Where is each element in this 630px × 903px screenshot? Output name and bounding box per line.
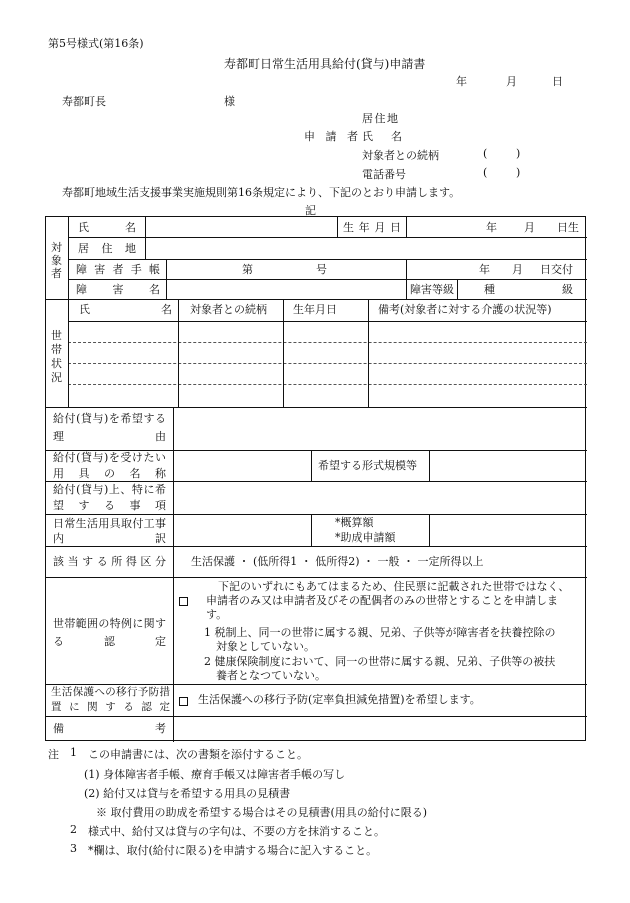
checkbox-icon[interactable] <box>179 697 188 706</box>
date-month: 月 <box>506 75 517 88</box>
note-1-1: (1) 身体障害者手帳、療育手帳又は障害者手帳の写し <box>84 768 346 781</box>
application-table <box>45 216 586 741</box>
target-address-label: 居住地 <box>78 242 136 255</box>
income-options: 生活保護 ・ (低所得1 ・ 低所得2) ・ 一般 ・ 一定所得以上 <box>191 555 484 568</box>
page-title: 寿都町日常生活用具給付(貸与)申請書 <box>224 57 426 71</box>
wish-label: 給付(貸与)上、特に希望する事項 <box>53 483 166 512</box>
issue-day: 日交付 <box>540 263 573 276</box>
addressee: 寿都町長 <box>62 95 106 108</box>
date-day: 日 <box>552 75 563 88</box>
date-year: 年 <box>456 75 467 88</box>
note-label: 注 <box>48 748 59 761</box>
issue-year: 年 <box>479 263 490 276</box>
applicant-address-label: 居住地 <box>362 112 398 125</box>
transition-checkbox[interactable] <box>179 695 193 709</box>
intro-text: 寿都町地域生活支援事業実施規則第16条規定により、下記のとおり申請します。 <box>62 186 461 199</box>
applicant-name-label: 氏名 <box>362 130 402 143</box>
special-item-2a: 2 健康保険制度において、同一の世帯に属する親、兄弟、子供等の被扶 <box>204 655 556 668</box>
transition-text: 生活保護への移行予防(定率負担減免措置)を希望します。 <box>198 693 481 706</box>
reason-label: 給付(貸与)を希望する理由 <box>53 412 166 443</box>
household-col-remarks: 備考(対象者に対する介護の状況等) <box>378 303 552 316</box>
applicant-label: 申請者 <box>304 130 358 143</box>
special-text-2: 申請者のみ又は申請者及びその配偶者のみの世帯とすることを申請しま <box>206 594 558 607</box>
estimate-label: *概算額 <box>335 516 374 529</box>
grade-unit: 種 <box>484 283 495 296</box>
applicant-relation-label: 対象者との続柄 <box>362 149 439 162</box>
spec-label: 希望する形式規模等 <box>318 459 417 472</box>
special-item-2b: 養者となつていない。 <box>216 669 326 682</box>
household-col-name-1: 氏 <box>79 303 90 316</box>
special-text-3: す。 <box>206 608 228 621</box>
birth-month: 月 <box>524 221 535 234</box>
special-checkbox[interactable] <box>179 595 193 609</box>
note-2: 様式中、給付又は貸与の字句は、不要の方を抹消すること。 <box>88 825 385 838</box>
breakdown-label: 日常生活用具取付工事内訳 <box>53 517 166 545</box>
remarks-label: 備考 <box>53 722 166 735</box>
birth-day: 日生 <box>557 221 579 234</box>
household-col-birth: 生年月日 <box>293 303 337 316</box>
handbook-dai: 第 <box>242 263 253 276</box>
birth-year: 年 <box>486 221 497 234</box>
note-1: この申請書には、次の書類を添付すること。 <box>88 748 308 761</box>
addressee-honorific: 様 <box>224 95 235 108</box>
phone-paren-open: ( <box>483 166 488 179</box>
note-3: *欄は、取付(給付に限る)を申請する場合に記入すること。 <box>88 844 378 857</box>
handbook-go: 号 <box>316 263 327 276</box>
target-birth-label: 生年月日 <box>343 221 401 234</box>
target-name-label: 氏名 <box>78 221 136 234</box>
household-side-label: 世帯状況 <box>51 329 62 384</box>
checkbox-icon[interactable] <box>179 597 188 606</box>
household-col-relation: 対象者との続柄 <box>190 303 267 316</box>
handbook-label: 障害者手帳 <box>76 263 160 276</box>
note-1-3: ※ 取付費用の助成を希望する場合はその見積書(用具の給付に限る) <box>96 806 428 819</box>
subsidy-label: *助成申請額 <box>335 531 396 544</box>
ki-label: 記 <box>305 204 316 217</box>
transition-label: 生活保護への移行予防措置に関する認定 <box>51 686 170 713</box>
note-1-num: 1 <box>70 746 77 759</box>
relation-paren-open: ( <box>483 147 488 160</box>
note-2-num: 2 <box>70 823 77 836</box>
relation-paren-close: ) <box>516 147 521 160</box>
income-label: 該当する所得区分 <box>53 555 166 568</box>
grade-level: 級 <box>562 283 573 296</box>
note-1-2: (2) 給付又は貸与を希望する用具の見積書 <box>84 787 291 800</box>
note-3-num: 3 <box>70 842 77 855</box>
special-item-1b: 対象としていない。 <box>216 640 315 653</box>
special-item-1a: 1 税制上、同一の世帯に属する親、兄弟、子供等が障害者を扶養控除の <box>204 626 556 639</box>
disability-label: 障害名 <box>76 283 160 296</box>
grade-label: 障害等級 <box>410 283 454 296</box>
applicant-phone-label: 電話番号 <box>362 168 406 181</box>
household-col-name-2: 名 <box>161 303 172 316</box>
form-number: 第5号様式(第16条) <box>48 37 144 50</box>
phone-paren-close: ) <box>516 166 521 179</box>
target-side-label: 対象者 <box>51 241 62 280</box>
item-name-label: 給付(貸与)を受けたい用具の名称 <box>53 451 166 480</box>
special-text-1: 下記のいずれにもあてはまるため、住民票に記載された世帯ではなく、 <box>218 580 570 593</box>
special-label: 世帯範囲の特例に関する認定 <box>53 617 166 648</box>
issue-month: 月 <box>512 263 523 276</box>
